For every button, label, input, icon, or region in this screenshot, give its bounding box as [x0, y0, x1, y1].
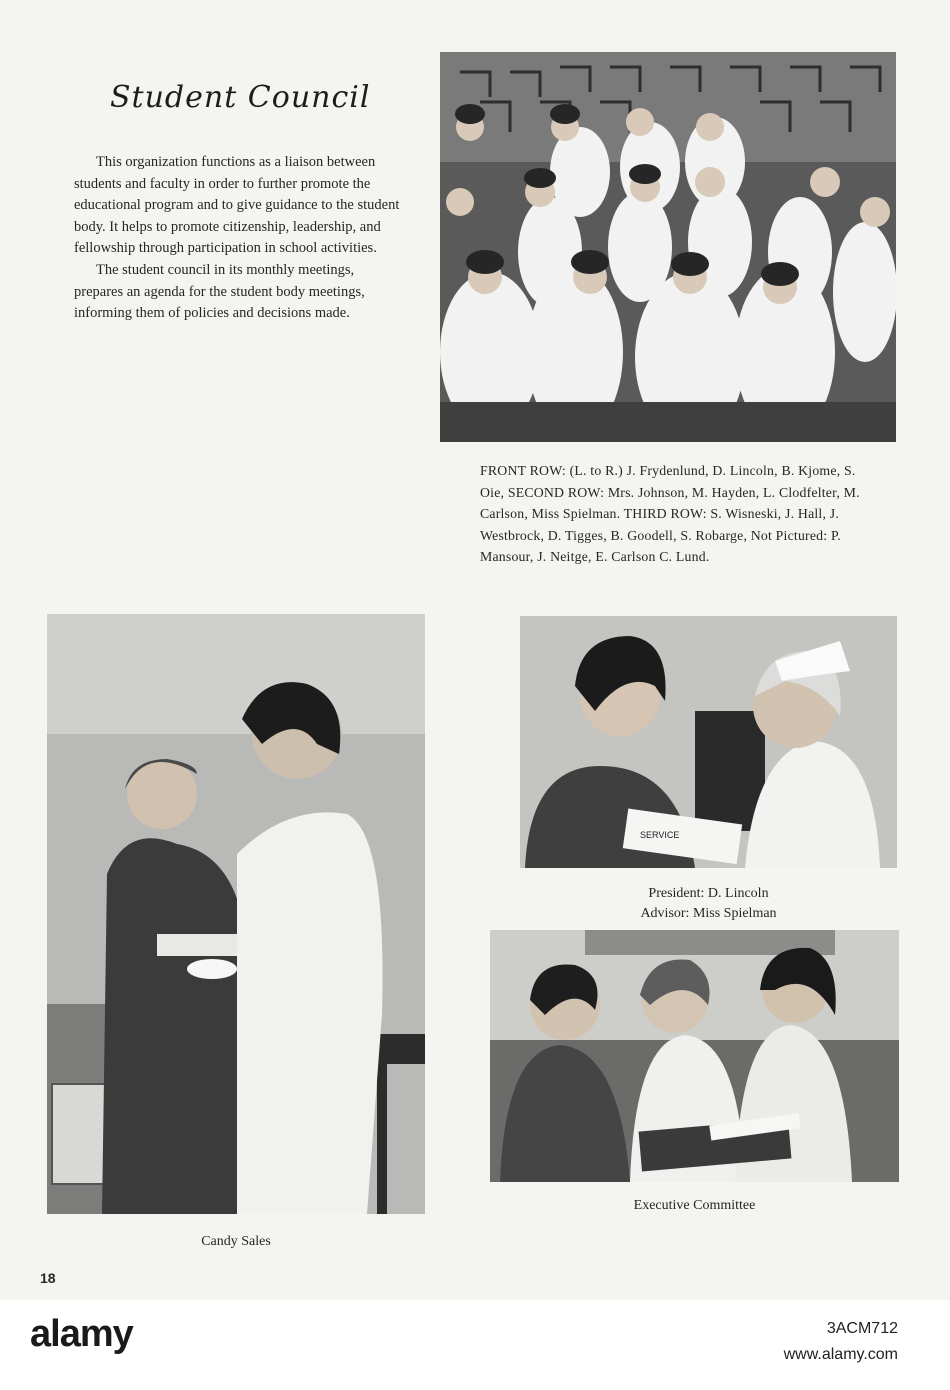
stock-footer — [0, 1300, 950, 1390]
intro-text — [74, 152, 406, 325]
president-advisor-photo — [520, 616, 897, 868]
president-caption-line-1: President: D. Lincoln — [648, 886, 769, 901]
image-id: 3ACM712 — [826, 1320, 898, 1337]
intro-paragraph-1: This organization functions as a liaison between students and faculty in order to further promote the educational program and to give guidance to the student body. It helps to promote citizenship, leadership, and fellowship through participation in school activities. — [74, 154, 400, 257]
intro-paragraph-2: The student council in its monthly meetings, prepares an agenda for the student body meetings, informing them of policies and decisions made. — [74, 261, 365, 322]
page-title: Student Council — [110, 80, 371, 115]
president-caption-line-2: Advisor: Miss Spielman — [640, 906, 777, 921]
candy-sales-caption: Candy Sales — [201, 1234, 271, 1249]
page-number: 18 — [40, 1270, 56, 1286]
site-url: www.alamy.com — [783, 1346, 898, 1363]
executive-committee-caption: Executive Committee — [633, 1198, 756, 1213]
president-caption — [520, 884, 897, 924]
brand-logo: alamy — [30, 1313, 133, 1355]
executive-committee-photo — [490, 930, 899, 1182]
group-photo — [440, 52, 896, 442]
roster-caption: FRONT ROW: (L. to R.) J. Frydenlund, D. Lincoln, B. Kjome, S. Oie, SECOND ROW: Mrs. Johnson, M. Hayden, L. Clodfelter, M. Carlson, Miss Spielman. THIRD ROW: S. Wisneski, J. Hall, J. Westbrock, D. Tigges, B. Goodell, S. Robarge, Not Pictured: P. Mansour, J. Neitge, E. Carlson C. Lund. — [480, 463, 860, 564]
service-sign-text: SERVICE — [640, 830, 680, 840]
candy-sales-photo — [47, 614, 425, 1214]
